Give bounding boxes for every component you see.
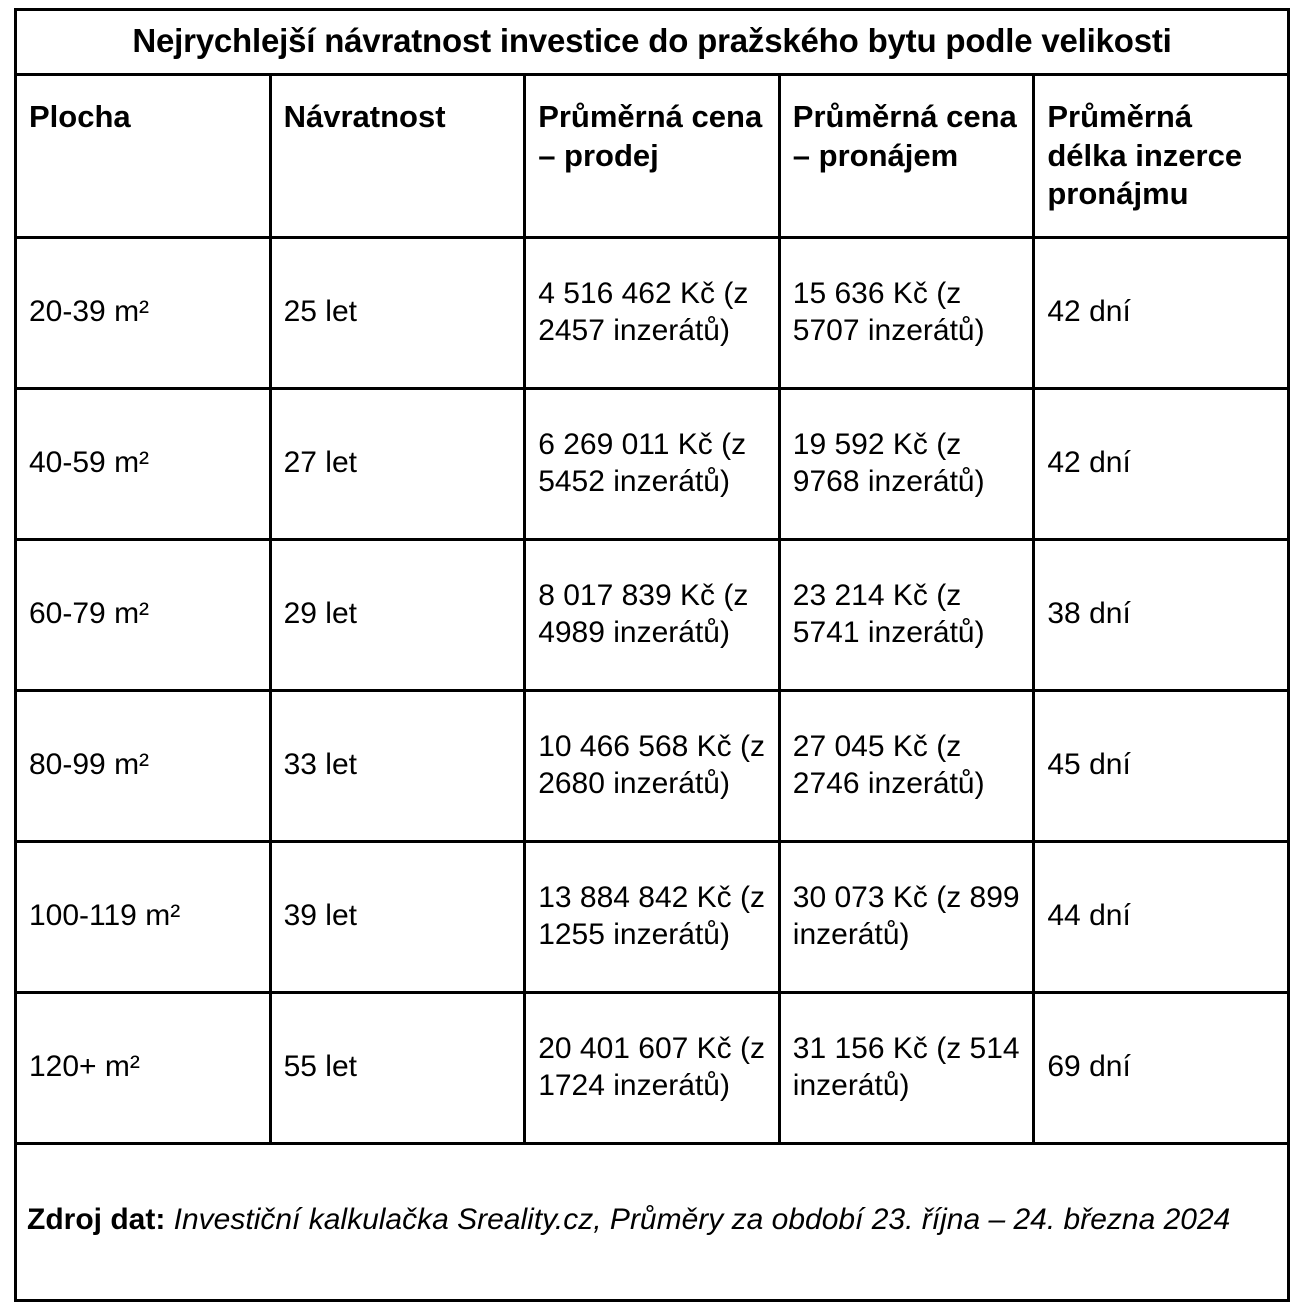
source-note: [16, 1143, 1289, 1300]
cell-navratnost: 55 let: [270, 992, 525, 1143]
table-title-row: [16, 10, 1289, 75]
cell-cena-pronajem: 23 214 Kč (z 5741 inzerátů): [779, 539, 1034, 690]
cell-cena-pronajem: 15 636 Kč (z 5707 inzerátů): [779, 237, 1034, 388]
table-row: [16, 841, 1289, 992]
table-row: [16, 539, 1289, 690]
cell-navratnost: 39 let: [270, 841, 525, 992]
cell-navratnost: 33 let: [270, 690, 525, 841]
table-header-row: [16, 75, 1289, 237]
column-header-delka-inzerce: Průměrná délka inzerce pronájmu: [1034, 75, 1289, 237]
column-header-navratnost: Návratnost: [270, 75, 525, 237]
cell-plocha: 120+ m²: [16, 992, 271, 1143]
cell-cena-pronajem: 27 045 Kč (z 2746 inzerátů): [779, 690, 1034, 841]
table-row: [16, 388, 1289, 539]
table-row: [16, 992, 1289, 1143]
column-header-cena-pronajem: Průměrná cena – pronájem: [779, 75, 1034, 237]
cell-cena-prodej: 13 884 842 Kč (z 1255 inzerátů): [525, 841, 780, 992]
cell-delka-inzerce: 45 dní: [1034, 690, 1289, 841]
column-header-plocha: Plocha: [16, 75, 271, 237]
cell-cena-pronajem: 19 592 Kč (z 9768 inzerátů): [779, 388, 1034, 539]
source-text: Investiční kalkulačka Sreality.cz, Průměry za období 23. října – 24. března 2024: [173, 1203, 1231, 1237]
cell-plocha: 80-99 m²: [16, 690, 271, 841]
cell-cena-prodej: 20 401 607 Kč (z 1724 inzerátů): [525, 992, 780, 1143]
cell-cena-prodej: 6 269 011 Kč (z 5452 inzerátů): [525, 388, 780, 539]
investment-returns-table: [14, 8, 1290, 1302]
cell-delka-inzerce: 38 dní: [1034, 539, 1289, 690]
cell-cena-prodej: 4 516 462 Kč (z 2457 inzerátů): [525, 237, 780, 388]
cell-cena-prodej: 8 017 839 Kč (z 4989 inzerátů): [525, 539, 780, 690]
table-body: [16, 237, 1289, 1300]
source-label: Zdroj dat:: [27, 1203, 166, 1237]
cell-cena-prodej: 10 466 568 Kč (z 2680 inzerátů): [525, 690, 780, 841]
cell-navratnost: 27 let: [270, 388, 525, 539]
page-title: Nejrychlejší návratnost investice do pražského bytu podle velikosti: [16, 10, 1289, 75]
cell-delka-inzerce: 42 dní: [1034, 388, 1289, 539]
column-header-cena-prodej: Průměrná cena – prodej: [525, 75, 780, 237]
table-head: [16, 10, 1289, 238]
cell-delka-inzerce: 44 dní: [1034, 841, 1289, 992]
cell-navratnost: 25 let: [270, 237, 525, 388]
cell-delka-inzerce: 42 dní: [1034, 237, 1289, 388]
cell-cena-pronajem: 30 073 Kč (z 899 inzerátů): [779, 841, 1034, 992]
table-source-row: [16, 1143, 1289, 1300]
table-row: [16, 690, 1289, 841]
cell-plocha: 100-119 m²: [16, 841, 271, 992]
cell-plocha: 60-79 m²: [16, 539, 271, 690]
cell-plocha: 40-59 m²: [16, 388, 271, 539]
cell-navratnost: 29 let: [270, 539, 525, 690]
cell-plocha: 20-39 m²: [16, 237, 271, 388]
cell-cena-pronajem: 31 156 Kč (z 514 inzerátů): [779, 992, 1034, 1143]
cell-delka-inzerce: 69 dní: [1034, 992, 1289, 1143]
table-row: [16, 237, 1289, 388]
